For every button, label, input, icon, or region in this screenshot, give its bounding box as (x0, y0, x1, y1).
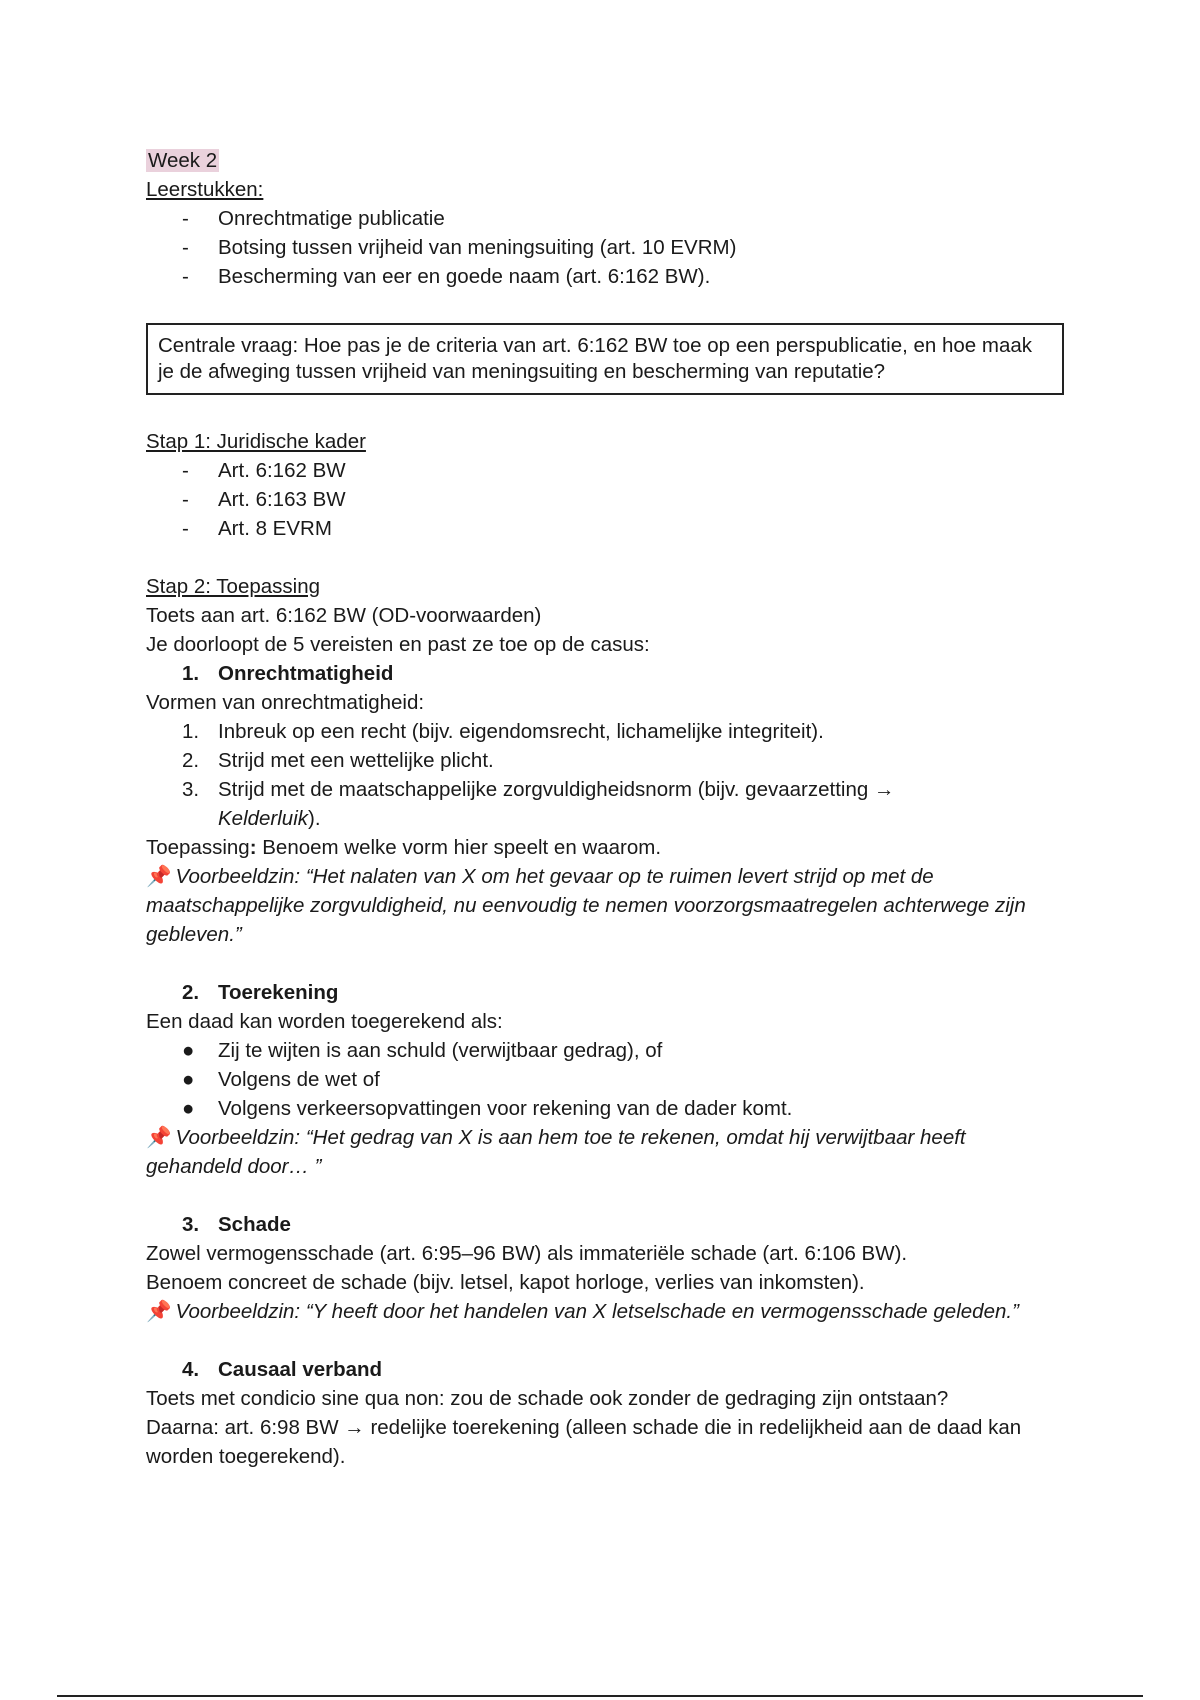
list-item (146, 1094, 1066, 1123)
example-text: “Het gedrag van X is aan hem toe te rekenen, omdat hij verwijtbaar heeft gehandeld door… ” (146, 1126, 966, 1178)
example-text: “Y heeft door het handelen van X letselschade en vermogensschade geleden.” (300, 1300, 1019, 1323)
req1-list (146, 717, 1066, 833)
list-item (146, 262, 1066, 291)
req2-intro: Een daad kan worden toegerekend als: (146, 1010, 503, 1033)
req4-line1: Toets met condicio sine qua non: zou de schade ook zonder de gedraging zijn ontstaan? (146, 1387, 949, 1410)
list-number: 2. (182, 749, 200, 772)
toepassing-text: Benoem welke vorm hier speelt en waarom. (256, 836, 662, 859)
req3-line1: Zowel vermogensschade (art. 6:95–96 BW) als immateriële schade (art. 6:106 BW). (146, 1242, 908, 1265)
req1-toepassing (146, 833, 1066, 862)
toepassing-colon: : (249, 836, 257, 859)
req4-line2: Daarna: art. 6:98 BW → redelijke toerekening (alleen schade die in redelijkheid aan de daad kan worden toegerekend). (146, 1416, 1022, 1468)
step2-line2: Je doorloopt de 5 vereisten en past ze toe op de casus: (146, 633, 650, 656)
req1-heading (146, 659, 1066, 688)
req3-heading (146, 1210, 1066, 1239)
list-item (146, 485, 1066, 514)
document-page (146, 146, 1066, 1471)
req2-example (146, 1123, 1066, 1181)
list-item-text: Strijd met een wettelijke plicht. (218, 749, 494, 772)
example-label: Voorbeeldzin: (175, 865, 301, 888)
req2-heading (146, 978, 1066, 1007)
list-number: 3. (182, 778, 200, 801)
list-item-text: Volgens de wet of (218, 1068, 380, 1091)
list-item-case-name: Kelderluik (218, 807, 309, 830)
list-item-text: Zij te wijten is aan schuld (verwijtbaar gedrag), of (218, 1039, 663, 1062)
page-bottom-rule (57, 1695, 1143, 1697)
req2-number: 2. (182, 981, 200, 1004)
req3-title: Schade (218, 1213, 291, 1236)
list-item (146, 775, 1066, 833)
step2-line1: Toets aan art. 6:162 BW (OD-voorwaarden) (146, 604, 542, 627)
list-item (146, 746, 1066, 775)
list-number: 1. (182, 720, 200, 743)
req4-heading (146, 1355, 1066, 1384)
dash-marker: - (182, 236, 189, 259)
dash-marker: - (182, 207, 189, 230)
list-item (146, 717, 1066, 746)
example-text: “Het nalaten van X om het gevaar op te ruimen levert strijd op met de maatschappelijke zorgvuldigheid, nu eenvoudig te nemen voorzorgsmaatregelen achterwege zijn gebleven.” (146, 865, 1026, 946)
leerstukken-list (146, 204, 1066, 291)
list-item-text: Art. 8 EVRM (218, 517, 332, 540)
list-item-text: Strijd met de maatschappelijke zorgvuldigheidsnorm (bijv. gevaarzetting → (218, 778, 895, 801)
req3-example (146, 1297, 1066, 1326)
list-item-text: Volgens verkeersopvattingen voor rekening van de dader komt. (218, 1097, 793, 1120)
list-item (146, 233, 1066, 262)
bullet-marker: ● (182, 1097, 195, 1120)
req4-number: 4. (182, 1358, 200, 1381)
step1-list (146, 456, 1066, 543)
dash-marker: - (182, 265, 189, 288)
list-item (146, 1036, 1066, 1065)
pushpin-icon: 📌 (146, 865, 172, 888)
list-item-tail: ). (308, 807, 321, 830)
req3-number: 3. (182, 1213, 200, 1236)
pushpin-icon: 📌 (146, 1300, 172, 1323)
example-label: Voorbeeldzin: (175, 1126, 301, 1149)
req4-title: Causaal verband (218, 1358, 383, 1381)
dash-marker: - (182, 517, 189, 540)
toepassing-label: Toepassing (146, 836, 250, 859)
req2-list (146, 1036, 1066, 1123)
dash-marker: - (182, 459, 189, 482)
list-item-text: Bescherming van eer en goede naam (art. 6:162 BW). (218, 265, 711, 288)
step2-heading: Stap 2: Toepassing (146, 575, 320, 598)
req1-number: 1. (182, 662, 200, 685)
pushpin-icon: 📌 (146, 1126, 172, 1149)
list-item (146, 514, 1066, 543)
list-item (146, 204, 1066, 233)
list-item-text: Inbreuk op een recht (bijv. eigendomsrecht, lichamelijke integriteit). (218, 720, 824, 743)
bullet-marker: ● (182, 1039, 195, 1062)
req2-title: Toerekening (218, 981, 339, 1004)
req1-title: Onrechtmatigheid (218, 662, 394, 685)
req1-example (146, 862, 1066, 949)
list-item-text: Onrechtmatige publicatie (218, 207, 445, 230)
week-label-line (146, 146, 1066, 175)
req1-intro: Vormen van onrechtmatigheid: (146, 691, 425, 714)
step1-heading: Stap 1: Juridische kader (146, 430, 366, 453)
list-item-text: Art. 6:163 BW (218, 488, 346, 511)
week-label: Week 2 (148, 149, 218, 172)
list-item (146, 456, 1066, 485)
req3-line2: Benoem concreet de schade (bijv. letsel, kapot horloge, verlies van inkomsten). (146, 1271, 865, 1294)
list-item-text: Art. 6:162 BW (218, 459, 346, 482)
list-item-text: Botsing tussen vrijheid van meningsuiting (art. 10 EVRM) (218, 236, 737, 259)
leerstukken-heading: Leerstukken: (146, 178, 264, 201)
list-item (146, 1065, 1066, 1094)
example-label: Voorbeeldzin: (175, 1300, 301, 1323)
dash-marker: - (182, 488, 189, 511)
central-question-box: Centrale vraag: Hoe pas je de criteria van art. 6:162 BW toe op een perspublicatie, en hoe maak je de afweging tussen vrijheid van meningsuiting en bescherming van reputatie? (146, 323, 1064, 395)
bullet-marker: ● (182, 1068, 195, 1091)
